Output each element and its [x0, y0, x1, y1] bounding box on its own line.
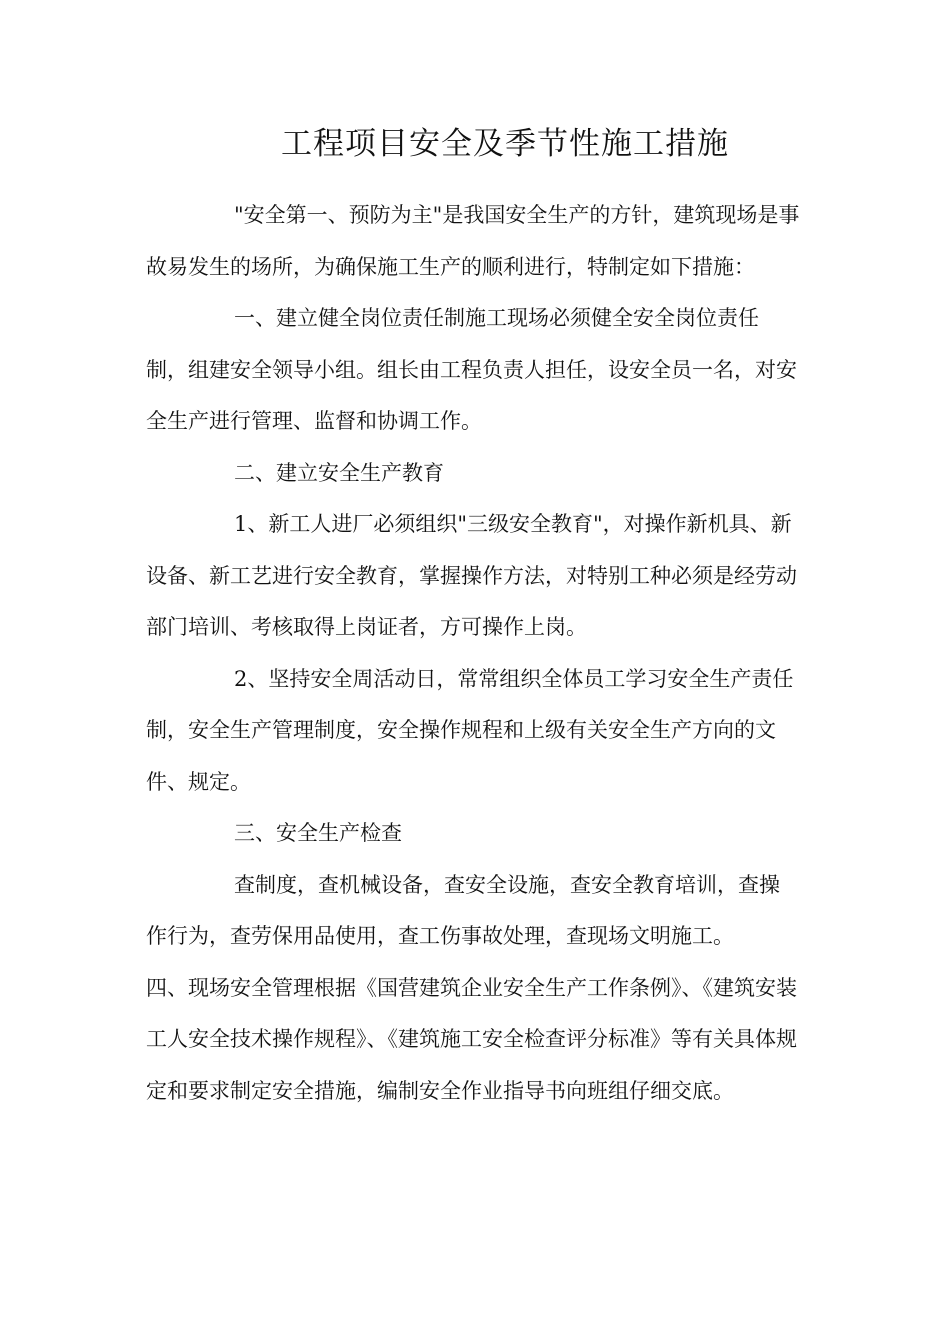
paragraph-section-2-item-1: 1、新工人进厂必须组织"三级安全教育"，对操作新机具、新设备、新工艺进行安全教育，掌握操作方法，对特别工种必须是经劳动部门培训、考核取得上岗证者，方可操作上岗。	[146, 512, 797, 639]
document-body	[146, 190, 800, 1117]
document-title: 工程项目安全及季节性施工措施	[281, 126, 729, 162]
paragraph-section-4: 四、现场安全管理根据《国营建筑企业安全生产工作条例》、《建筑安装工人安全技术操作规程》、《建筑施工安全检查评分标准》等有关具体规定和要求制定安全措施，编制安全作业指导书向班组仔细交底。	[146, 975, 797, 1103]
paragraph-section-2-heading: 二、建立安全生产教育	[234, 460, 444, 485]
paragraph-intro: "安全第一、预防为主"是我国安全生产的方针，建筑现场是事故易发生的场所，为确保施工生产的顺利进行，特制定如下措施：	[146, 203, 800, 279]
paragraph-section-1: 一、建立健全岗位责任制施工现场必须健全安全岗位责任制，组建安全领导小组。组长由工程负责人担任，设安全员一名，对安全生产进行管理、监督和协调工作。	[146, 306, 797, 433]
paragraph-section-3-heading: 三、安全生产检查	[234, 821, 402, 845]
paragraph-section-3-body: 查制度，查机械设备，查安全设施，查安全教育培训，查操作行为，查劳保用品使用，查工伤事故处理，查现场文明施工。	[146, 872, 780, 948]
paragraph-section-2-item-2: 2、坚持安全周活动日，常常组织全体员工学习安全生产责任制，安全生产管理制度，安全操作规程和上级有关安全生产方向的文件、规定。	[146, 666, 794, 794]
